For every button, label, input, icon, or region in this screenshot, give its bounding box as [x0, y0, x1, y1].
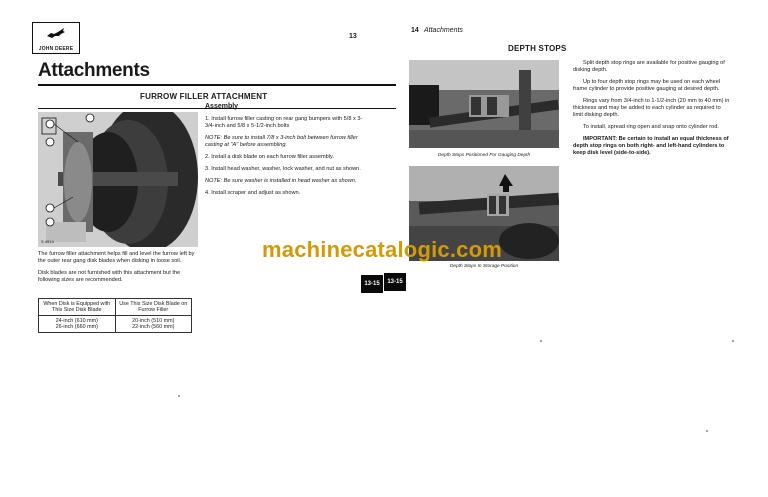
caption-gauging: Depth Stops Positioned For Gauging Depth	[437, 153, 531, 158]
cell-line: 24-inch (610 mm)	[55, 317, 98, 324]
deer-icon	[45, 26, 67, 40]
scan-speck	[706, 430, 708, 432]
table-cell	[39, 316, 116, 333]
running-head-text: Attachments	[424, 27, 463, 34]
table-header: Use This Size Disk Blade on Furrow Filler	[115, 299, 192, 316]
assembly-step-2: 2. Install a disk blade on each furrow filler assembly.	[205, 154, 334, 160]
table-header-row	[39, 299, 192, 316]
photo-code: S 4914	[41, 239, 54, 244]
cell-line: 26-inch (660 mm)	[55, 324, 98, 330]
note-2-text: NOTE: Be sure washer is installed in head washer as shown.	[205, 178, 357, 184]
page-number-right: 14	[411, 27, 419, 34]
cell-line: 20-inch (510 mm)	[132, 317, 175, 324]
furrow-filler-photo	[38, 112, 198, 247]
running-head	[424, 27, 463, 34]
note-1-text: NOTE: Be sure to install 7/8 x 3-inch bolt between furrow filler casting at "A" before assembling.	[205, 135, 358, 148]
scan-speck	[732, 340, 734, 342]
assembly-step-4: 4. Install scraper and adjust as shown.	[205, 190, 301, 196]
scan-speck	[540, 340, 542, 342]
table-header: When Disk is Equipped with This Size Disk Blade	[39, 299, 116, 316]
assembly-heading: Assembly	[205, 103, 239, 110]
depth-paragraph: Rings vary from 3/4-inch to 1-1/2-inch (20 mm to 40 mm) in thickness and may be added to each cylinder as required to limit disking depth.	[573, 98, 730, 118]
page-number-left: 13	[349, 33, 357, 40]
intro-paragraph: The furrow filler attachment helps fill and level the furrow left by the outer rear gang disk blades when disking in loose soil.	[38, 251, 195, 264]
assembly-note-2	[205, 178, 363, 185]
page-title: Attachments	[38, 60, 150, 81]
cell-line: 22-inch (560 mm)	[132, 324, 175, 330]
section-title-depth: DEPTH STOPS	[508, 44, 567, 53]
depth-paragraph: Split depth stop rings are available for positive gauging of disking depth.	[573, 60, 725, 73]
depth-stops-gauging-photo	[409, 60, 559, 148]
table-row	[39, 316, 192, 333]
depth-stops-text	[573, 60, 731, 162]
page-tab-left: 13-15	[361, 275, 383, 293]
john-deere-logo	[32, 22, 80, 54]
note-paragraph: Disk blades are not furnished with this attachment but the following sizes are recommended.	[38, 270, 181, 283]
intro-text	[38, 251, 198, 289]
logo-text: JOHN DEERE	[38, 46, 74, 52]
assembly-note-1	[205, 135, 363, 149]
depth-paragraph: Up to four depth stop rings may be used on each wheel frame cylinder to provide positive gauging at desired depth.	[573, 79, 721, 92]
assembly-steps	[205, 116, 363, 202]
depth-paragraph: To install, spread ring open and snap onto cylinder rod.	[583, 124, 719, 130]
table-cell	[115, 316, 192, 333]
assembly-step-1: 1. Install furrow filler casting on rear gang bumpers with 5/8 x 3-3/4-inch and 5/8 x 5-1/2-inch bolts	[205, 116, 363, 129]
watermark: machinecatalogic.com	[262, 237, 502, 262]
assembly-step-3: 3. Install head washer, washer, lock washer, and nut as shown.	[205, 166, 361, 172]
title-rule	[38, 84, 396, 86]
page-tab-right: 13-15	[384, 273, 406, 291]
caption-storage: Depth Stops In Storage Position	[449, 264, 519, 269]
important-note: IMPORTANT: Be certain to install an equal thickness of depth stop rings on both right- and left-hand cylinders to keep disk level (side-to-side).	[573, 136, 729, 156]
disk-blade-table	[38, 298, 192, 333]
section-title-furrow: FURROW FILLER ATTACHMENT	[140, 92, 268, 101]
scan-speck	[178, 395, 180, 397]
